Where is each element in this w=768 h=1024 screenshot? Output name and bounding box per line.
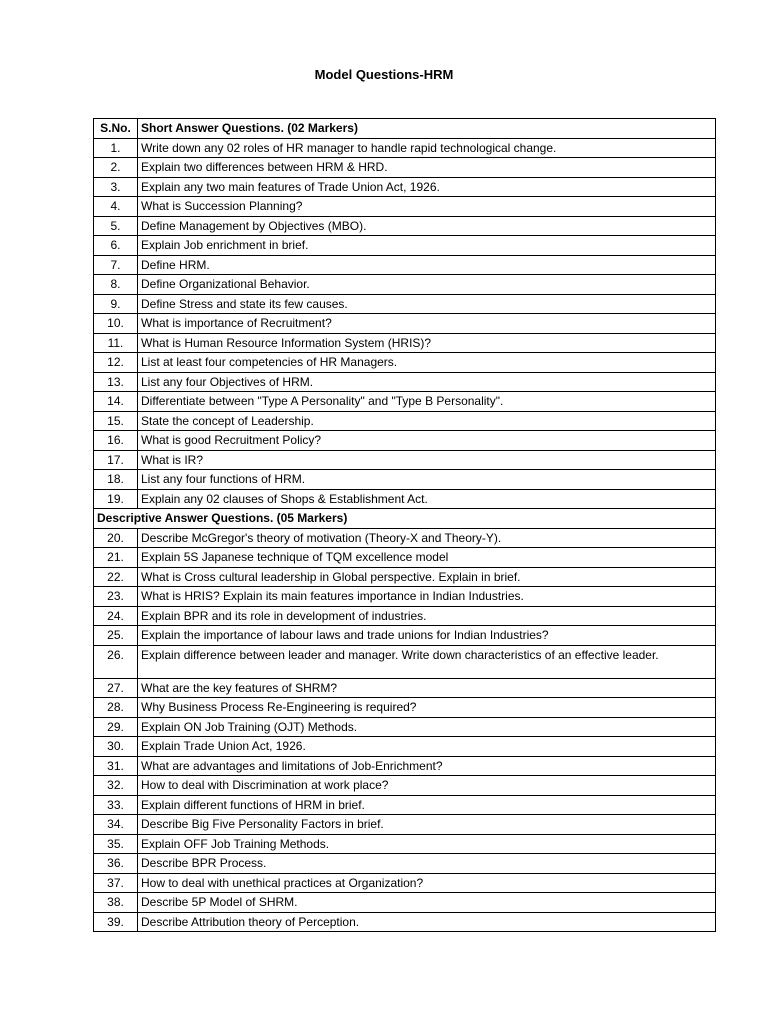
page-title: Model Questions-HRM [314, 67, 454, 82]
question-number: 16. [94, 431, 138, 451]
question-number: 4. [94, 197, 138, 217]
question-number: 38. [94, 893, 138, 913]
question-row [94, 255, 716, 275]
question-row [94, 912, 716, 932]
question-text: State the concept of Leadership. [138, 411, 716, 431]
question-row [94, 314, 716, 334]
question-number: 17. [94, 450, 138, 470]
question-text: Explain BPR and its role in development of industries. [138, 606, 716, 626]
question-number: 5. [94, 216, 138, 236]
question-number: 13. [94, 372, 138, 392]
question-text: Explain any 02 clauses of Shops & Establishment Act. [138, 489, 716, 509]
question-number: 28. [94, 698, 138, 718]
question-number: 29. [94, 717, 138, 737]
question-number: 25. [94, 626, 138, 646]
question-text: How to deal with unethical practices at Organization? [138, 873, 716, 893]
question-number: 23. [94, 587, 138, 607]
question-row [94, 795, 716, 815]
question-row [94, 587, 716, 607]
question-row [94, 548, 716, 568]
question-text: List any four functions of HRM. [138, 470, 716, 490]
question-number: 24. [94, 606, 138, 626]
question-text: Write down any 02 roles of HR manager to handle rapid technological change. [138, 138, 716, 158]
question-text: Explain 5S Japanese technique of TQM excellence model [138, 548, 716, 568]
question-number: 20. [94, 528, 138, 548]
question-text: Explain two differences between HRM & HRD. [138, 158, 716, 178]
question-text: What is HRIS? Explain its main features importance in Indian Industries. [138, 587, 716, 607]
question-row [94, 776, 716, 796]
question-number: 12. [94, 353, 138, 373]
question-text: What is Human Resource Information System (HRIS)? [138, 333, 716, 353]
question-row [94, 606, 716, 626]
question-number: 31. [94, 756, 138, 776]
question-row [94, 158, 716, 178]
question-row [94, 216, 716, 236]
question-text: Explain Job enrichment in brief. [138, 236, 716, 256]
question-number: 14. [94, 392, 138, 412]
question-text: Explain ON Job Training (OJT) Methods. [138, 717, 716, 737]
question-row [94, 626, 716, 646]
question-row [94, 645, 716, 678]
question-text: Explain any two main features of Trade Union Act, 1926. [138, 177, 716, 197]
question-row [94, 854, 716, 874]
question-row [94, 717, 716, 737]
question-text: How to deal with Discrimination at work place? [138, 776, 716, 796]
question-number: 2. [94, 158, 138, 178]
sno-column-header: S.No. [94, 119, 138, 139]
question-text: Define Organizational Behavior. [138, 275, 716, 295]
question-text: Describe Attribution theory of Perception. [138, 912, 716, 932]
question-text: What is good Recruitment Policy? [138, 431, 716, 451]
question-text: Explain Trade Union Act, 1926. [138, 737, 716, 757]
question-row [94, 815, 716, 835]
question-number: 32. [94, 776, 138, 796]
question-text: What are advantages and limitations of Job-Enrichment? [138, 756, 716, 776]
question-row [94, 138, 716, 158]
question-text: List any four Objectives of HRM. [138, 372, 716, 392]
question-row [94, 450, 716, 470]
question-row [94, 698, 716, 718]
question-text: What are the key features of SHRM? [138, 678, 716, 698]
question-number: 1. [94, 138, 138, 158]
question-number: 6. [94, 236, 138, 256]
question-row [94, 411, 716, 431]
question-text: Why Business Process Re-Engineering is required? [138, 698, 716, 718]
question-number: 27. [94, 678, 138, 698]
question-number: 10. [94, 314, 138, 334]
question-row [94, 177, 716, 197]
question-number: 30. [94, 737, 138, 757]
question-number: 36. [94, 854, 138, 874]
question-text: What is IR? [138, 450, 716, 470]
question-row [94, 678, 716, 698]
question-text: Explain difference between leader and manager. Write down characteristics of an effective leader. [138, 645, 716, 678]
question-number: 37. [94, 873, 138, 893]
question-number: 8. [94, 275, 138, 295]
question-text: What is importance of Recruitment? [138, 314, 716, 334]
question-number: 9. [94, 294, 138, 314]
question-text: Describe McGregor's theory of motivation (Theory-X and Theory-Y). [138, 528, 716, 548]
question-text: What is Cross cultural leadership in Global perspective. Explain in brief. [138, 567, 716, 587]
question-row [94, 756, 716, 776]
question-text: Define Stress and state its few causes. [138, 294, 716, 314]
question-row [94, 197, 716, 217]
question-row [94, 236, 716, 256]
questions-table-body [94, 119, 716, 932]
question-row [94, 470, 716, 490]
question-row [94, 353, 716, 373]
question-number: 39. [94, 912, 138, 932]
question-text: Explain different functions of HRM in brief. [138, 795, 716, 815]
question-number: 18. [94, 470, 138, 490]
question-text: Explain OFF Job Training Methods. [138, 834, 716, 854]
question-text: Describe BPR Process. [138, 854, 716, 874]
question-number: 26. [94, 645, 138, 678]
question-number: 3. [94, 177, 138, 197]
question-text: List at least four competencies of HR Managers. [138, 353, 716, 373]
question-text: Define Management by Objectives (MBO). [138, 216, 716, 236]
question-row [94, 834, 716, 854]
question-number: 19. [94, 489, 138, 509]
question-row [94, 737, 716, 757]
question-row [94, 893, 716, 913]
question-row [94, 392, 716, 412]
question-text: Define HRM. [138, 255, 716, 275]
question-row [94, 873, 716, 893]
question-row [94, 431, 716, 451]
question-text: Differentiate between "Type A Personality" and "Type B Personality". [138, 392, 716, 412]
question-row [94, 294, 716, 314]
question-row [94, 275, 716, 295]
question-row [94, 528, 716, 548]
question-number: 15. [94, 411, 138, 431]
short-answer-heading: Short Answer Questions. (02 Markers) [138, 119, 716, 139]
question-number: 11. [94, 333, 138, 353]
question-number: 21. [94, 548, 138, 568]
question-row [94, 567, 716, 587]
descriptive-section-row [94, 509, 716, 529]
question-number: 35. [94, 834, 138, 854]
question-text: Describe 5P Model of SHRM. [138, 893, 716, 913]
question-number: 22. [94, 567, 138, 587]
question-text: What is Succession Planning? [138, 197, 716, 217]
question-row [94, 489, 716, 509]
question-number: 34. [94, 815, 138, 835]
question-number: 7. [94, 255, 138, 275]
question-text: Describe Big Five Personality Factors in brief. [138, 815, 716, 835]
questions-table [93, 118, 716, 932]
question-number: 33. [94, 795, 138, 815]
question-row [94, 333, 716, 353]
table-header-row [94, 119, 716, 139]
question-text: Explain the importance of labour laws and trade unions for Indian Industries? [138, 626, 716, 646]
descriptive-answer-heading: Descriptive Answer Questions. (05 Markers) [94, 509, 716, 529]
question-row [94, 372, 716, 392]
